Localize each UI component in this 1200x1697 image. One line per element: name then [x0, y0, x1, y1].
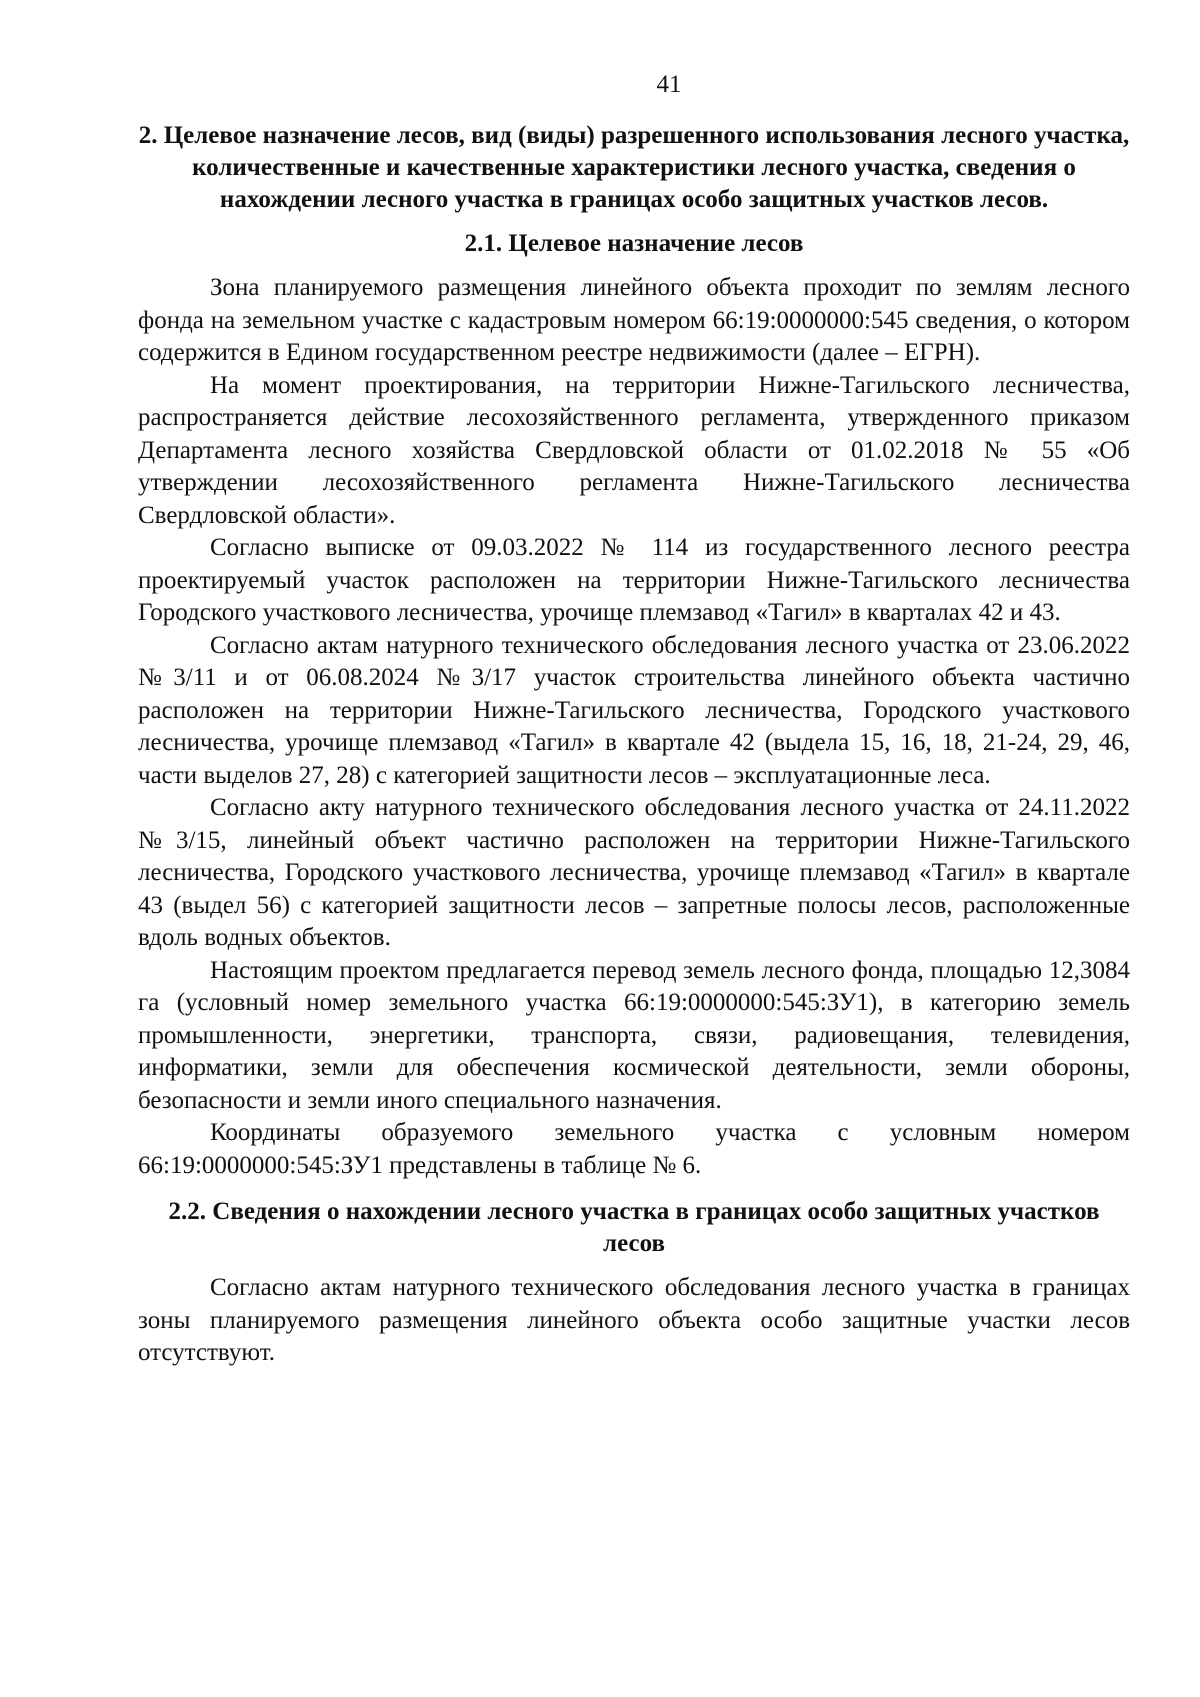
subsection-heading-2-2: 2.2. Сведения о нахождении лесного участка в границах особо защитных участков лесов [168, 1198, 1100, 1257]
paragraph: Согласно акту натурного технического обследования лесного участка от 24.11.2022 №3/15, линейный объект частично расположен на территории Нижне-Тагильского лесничества, Городского участкового лесничества, урочище племзавод «Тагил» в квартале 43 (выдел 56) с категорией защитности лесов – запретные полосы лесов, расположенные вдоль водных объектов. [138, 794, 1130, 951]
paragraph: Согласно актам натурного технического обследования лесного участка в границах зоны планируемого размещения линейного объекта особо защитные участки лесов отсутствуют. [138, 1274, 1130, 1366]
paragraph: Согласно выписке от 09.03.2022 № 114 из государственного лесного реестра проектируемый участок расположен на территории Нижне-Тагильского лесничества Городского участкового лесничества, урочище племзавод «Тагил» в кварталах 42 и 43. [138, 534, 1130, 626]
page-number: 41 [656, 71, 682, 98]
paragraph: Координаты образуемого земельного участка с условным номером 66:19:0000000:545:ЗУ1 представлены в таблице № 6. [138, 1119, 1130, 1179]
paragraph: Зона планируемого размещения линейного объекта проходит по землям лесного фонда на земельном участке с кадастровым номером 66:19:0000000:545 сведения, о котором содержится в Едином государственном реестре недвижимости (далее – ЕГРН). [138, 274, 1130, 366]
subsection-heading-2-1: 2.1. Целевое назначение лесов [464, 230, 804, 257]
paragraph: Настоящим проектом предлагается перевод земель лесного фонда, площадью 12,3084 га (условный номер земельного участка 66:19:0000000:545:ЗУ1), в категорию земель промышленности, энергетики, транспорта, связи, радиовещания, телевидения, информатики, земли для обеспечения космической деятельности, земли обороны, безопасности и земли иного специального назначения. [138, 956, 1130, 1114]
section-heading: 2. Целевое назначение лесов, вид (виды) разрешенного использования лесного участка, количественные и качественные характеристики лесного участка, сведения о нахождении лесного участка в границах особо защитных участков лесов. [138, 122, 1130, 213]
paragraph: На момент проектирования, на территории Нижне-Тагильского лесничества, распространяется действие лесохозяйственного регламента, утвержденного приказом Департамента лесного хозяйства Свердловской области от 01.02.2018 № 55 «Об утверждении лесохозяйственного регламента Нижне-Тагильского лесничества Свердловской области». [138, 371, 1130, 529]
paragraph: Согласно актам натурного технического обследования лесного участка от 23.06.2022 №3/11 и от 06.08.2024 №3/17 участок строительства линейного объекта частично расположен на территории Нижне-Тагильского лесничества, Городского участкового лесничества, урочище племзавод «Тагил» в квартале 42 (выдела 15, 16, 18, 21-24, 29, 46, части выделов 27, 28) с категорией защитности лесов – эксплуатационные леса. [138, 631, 1130, 789]
